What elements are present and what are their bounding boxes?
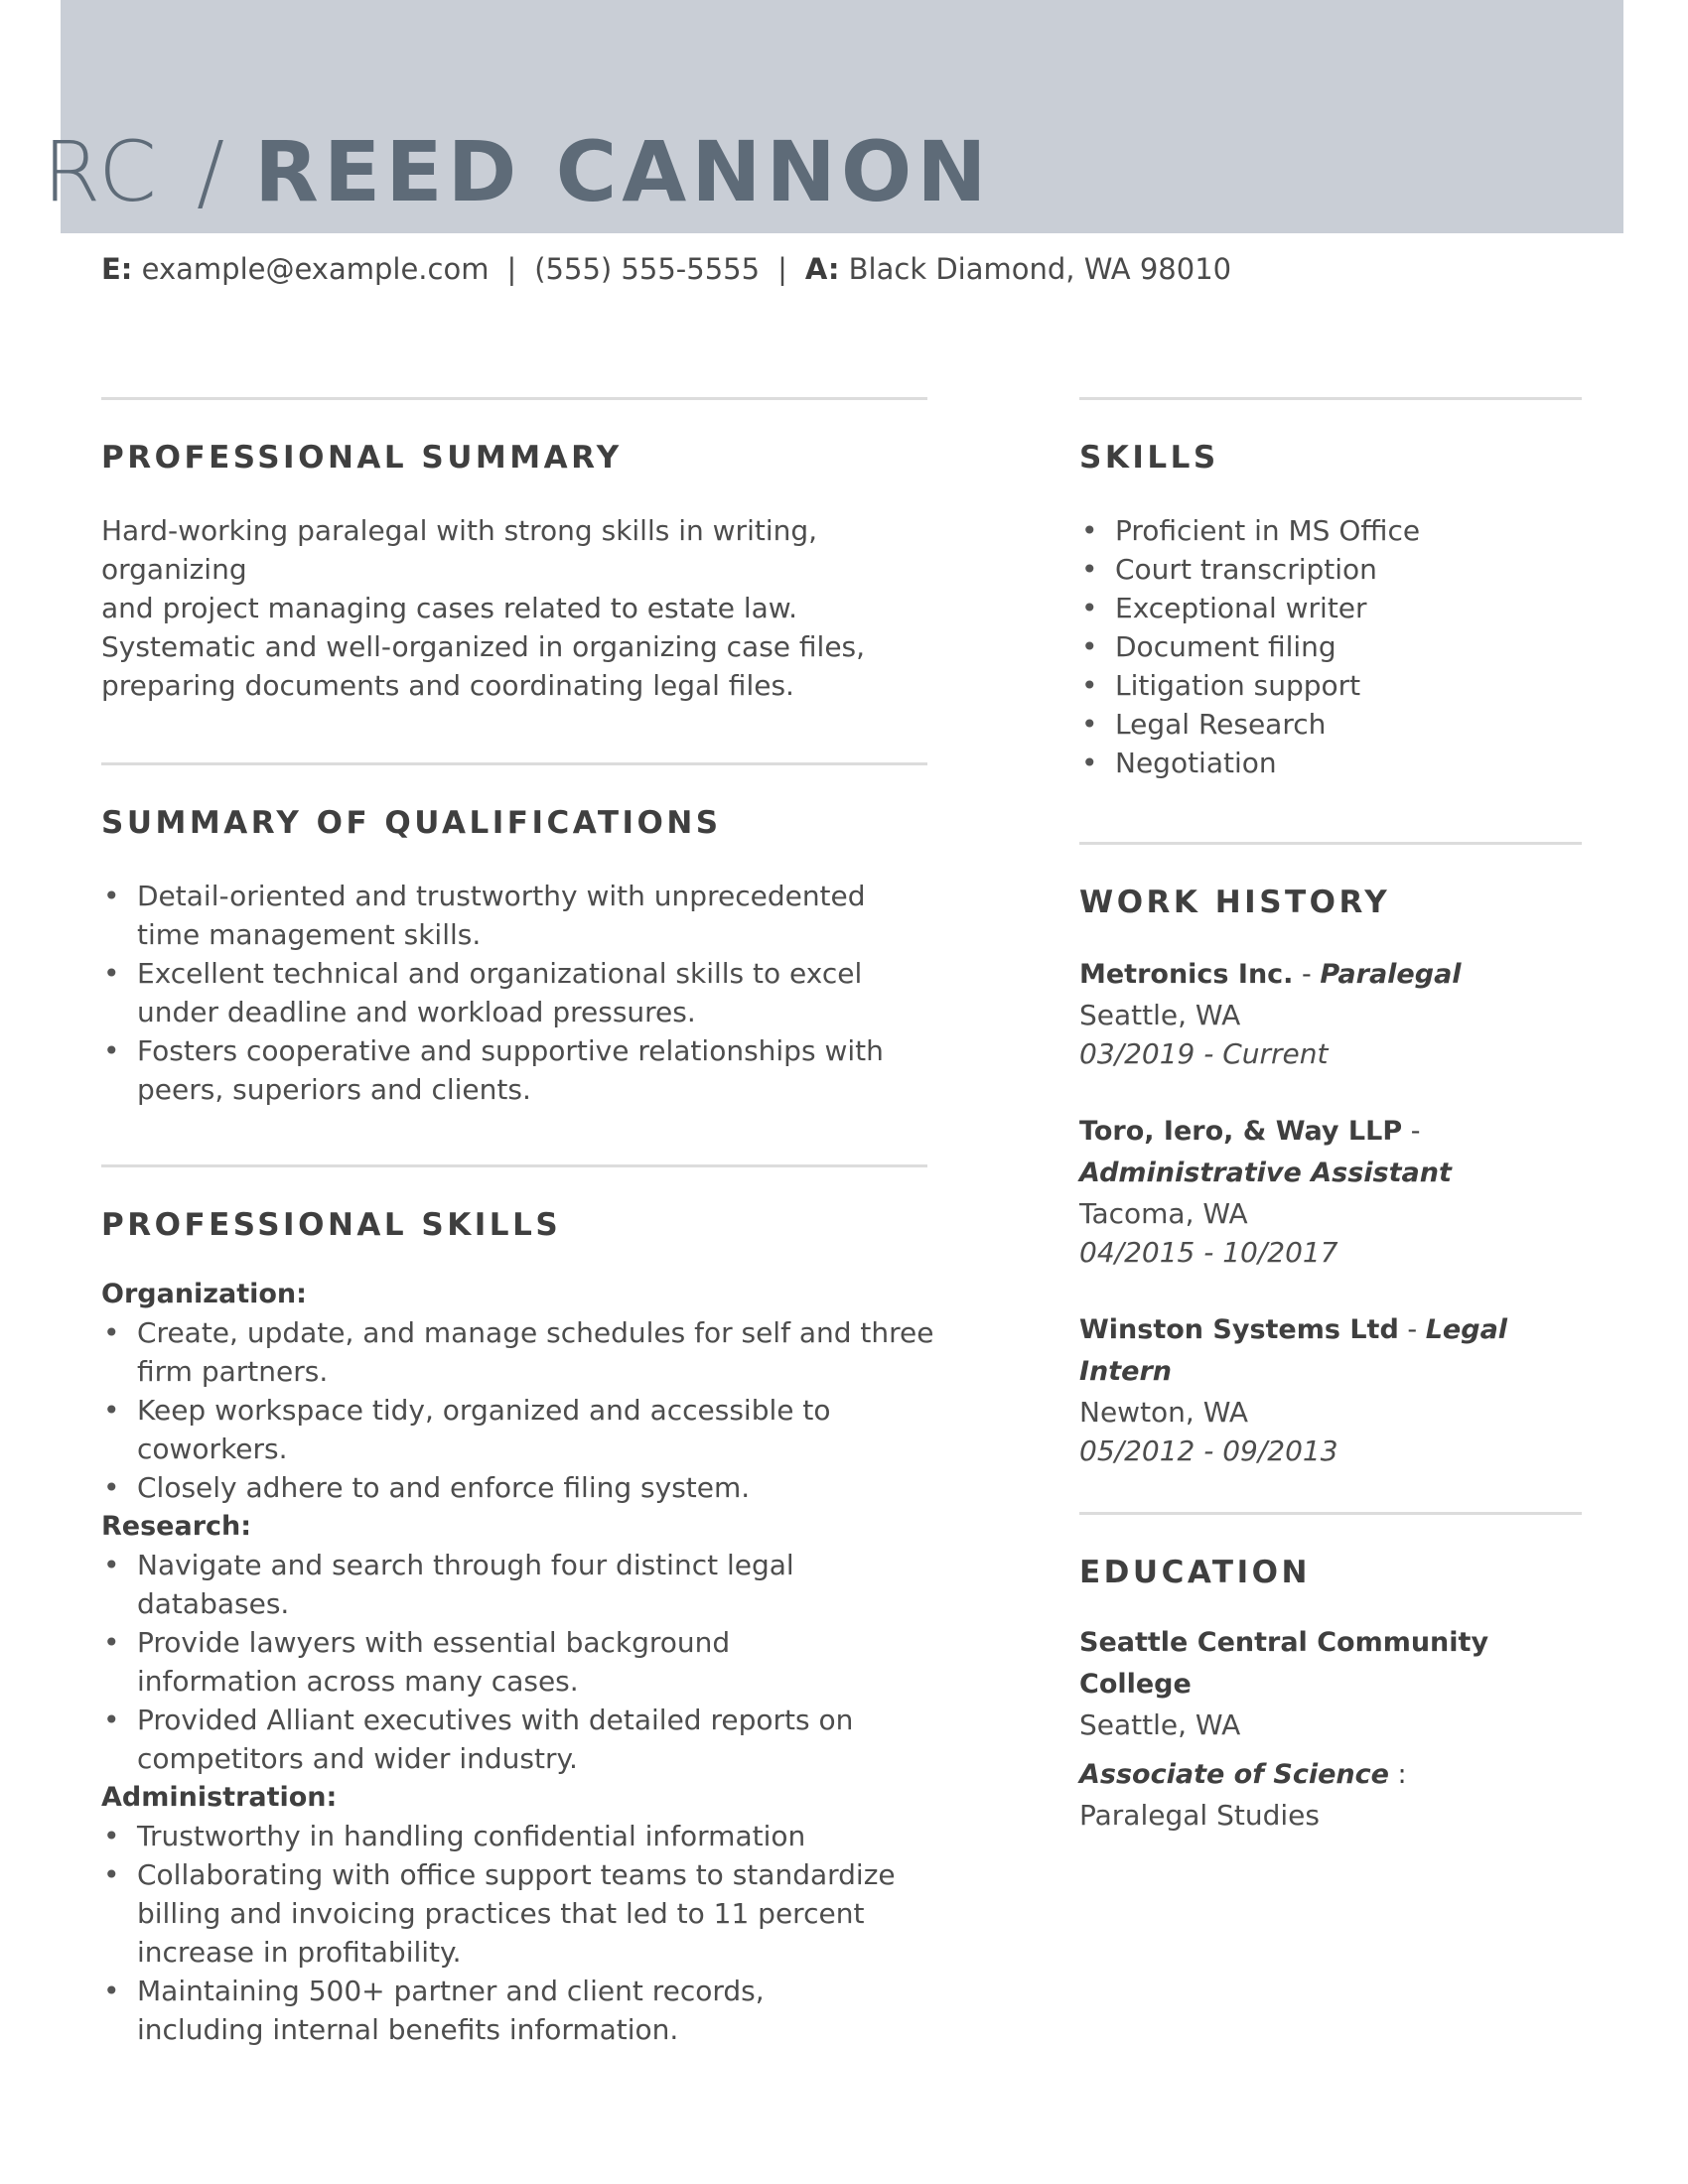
skill-group-heading: Research:	[101, 1511, 252, 1542]
section-title: PROFESSIONAL SKILLS	[101, 1207, 562, 1243]
section-title: EDUCATION	[1079, 1555, 1311, 1590]
job-dash: -	[1293, 959, 1321, 990]
list-item: • Legal Research	[1079, 705, 1582, 744]
section-title: PROFESSIONAL SUMMARY	[101, 440, 623, 476]
list-item: • Excellent technical and organizational skills to excel under deadline and workload pressures.	[101, 954, 896, 1031]
summary-line: and project managing cases related to estate law.	[101, 592, 797, 624]
skill-group-list	[101, 1546, 886, 1778]
contact-divider: |	[777, 252, 787, 286]
degree-separator: :	[1388, 1759, 1407, 1790]
job-dates: 03/2019 - Current	[1079, 1037, 1329, 1070]
job-role: Administrative Assistant	[1079, 1158, 1452, 1188]
contact-divider: |	[506, 252, 517, 286]
degree-name: Associate of Science	[1079, 1759, 1389, 1790]
job-entry	[1079, 1111, 1582, 1272]
job-dates: 04/2015 - 10/2017	[1079, 1236, 1338, 1269]
job-location: Tacoma, WA	[1079, 1197, 1248, 1230]
email-text: example@example.com	[141, 252, 490, 286]
professional-skills-section	[101, 1164, 934, 2049]
professional-summary-section	[101, 397, 927, 705]
school-name-text: Seattle Central Community College	[1079, 1627, 1489, 1700]
school-name	[1079, 1622, 1582, 1706]
list-item: • Provide lawyers with essential background information across many cases.	[101, 1623, 886, 1701]
section-title: WORK HISTORY	[1079, 885, 1391, 920]
list-item: • Collaborating with office support teams to standardize billing and invoicing practices that led to 11 percent increase in profitability.	[101, 1855, 896, 1972]
list-item: • Keep workspace tidy, organized and accessible to coworkers.	[101, 1391, 935, 1468]
job-title-line	[1079, 1309, 1582, 1393]
skill-group-heading: Administration:	[101, 1782, 338, 1813]
page-title	[43, 117, 992, 226]
list-item: • Exceptional writer	[1079, 589, 1582, 627]
job-entry	[1079, 954, 1582, 1073]
list-item: • Document filing	[1079, 627, 1582, 666]
summary-text	[101, 511, 927, 705]
degree-field: Paralegal Studies	[1079, 1799, 1320, 1832]
skills-list	[1079, 511, 1582, 782]
skill-group-heading: Organization:	[101, 1279, 307, 1309]
work-history-section	[1079, 842, 1582, 1470]
contact-line	[101, 248, 1231, 290]
list-item: • Provided Alliant executives with detailed reports on competitors and wider industry.	[101, 1701, 886, 1778]
job-location: Seattle, WA	[1079, 999, 1241, 1031]
summary-line: Systematic and well-organized in organizing case files,	[101, 630, 866, 663]
education-entry	[1079, 1622, 1582, 1835]
address-label: A:	[804, 252, 840, 286]
job-entry	[1079, 1309, 1582, 1470]
name-separator: /	[196, 123, 225, 220]
full-name: REED CANNON	[254, 123, 992, 220]
summary-line: preparing documents and coordinating legal files.	[101, 669, 794, 702]
section-title: SUMMARY OF QUALIFICATIONS	[101, 805, 722, 841]
list-item: • Fosters cooperative and supportive relationships with peers, superiors and clients.	[101, 1031, 896, 1109]
address-text: Black Diamond, WA 98010	[848, 252, 1232, 286]
skills-groups	[101, 1275, 934, 2049]
list-item: • Closely adhere to and enforce filing system.	[101, 1468, 935, 1507]
name-initials: RC	[43, 123, 159, 220]
list-item: • Court transcription	[1079, 550, 1582, 589]
skill-group-list	[101, 1817, 896, 2049]
job-title-line	[1079, 1111, 1582, 1194]
list-item: • Litigation support	[1079, 666, 1582, 705]
list-item: • Create, update, and manage schedules for self and three firm partners.	[101, 1313, 935, 1391]
job-dash: -	[1398, 1314, 1426, 1345]
email-label: E:	[101, 252, 133, 286]
job-company: Metronics Inc.	[1079, 959, 1294, 990]
job-role: Legal Intern	[1079, 1314, 1508, 1387]
right-column	[1079, 397, 1582, 1835]
qualifications-list	[101, 877, 896, 1109]
list-item: • Trustworthy in handling confidential information	[101, 1817, 896, 1855]
left-column	[101, 397, 934, 2049]
job-dash: -	[1402, 1116, 1421, 1147]
job-list	[1079, 954, 1582, 1470]
section-title: SKILLS	[1079, 440, 1219, 476]
job-company: Toro, Iero, & Way LLP	[1079, 1116, 1403, 1147]
school-location: Seattle, WA	[1079, 1708, 1241, 1741]
summary-line: Hard-working paralegal with strong skills in writing, organizing	[101, 514, 818, 586]
skill-group-list	[101, 1313, 935, 1507]
list-item: • Negotiation	[1079, 744, 1582, 782]
education-section	[1079, 1512, 1582, 1835]
list-item: • Navigate and search through four distinct legal databases.	[101, 1546, 886, 1623]
job-location: Newton, WA	[1079, 1396, 1249, 1429]
list-item: • Maintaining 500+ partner and client records, including internal benefits information.	[101, 1972, 896, 2049]
job-dates: 05/2012 - 09/2013	[1079, 1434, 1338, 1467]
degree-line	[1079, 1754, 1582, 1796]
list-item: • Detail-oriented and trustworthy with unprecedented time management skills.	[101, 877, 896, 954]
job-role: Paralegal	[1320, 959, 1462, 990]
list-item: • Proficient in MS Office	[1079, 511, 1582, 550]
qualifications-section	[101, 762, 927, 1109]
phone-text: (555) 555-5555	[534, 252, 761, 286]
job-company: Winston Systems Ltd	[1079, 1314, 1399, 1345]
skills-section	[1079, 397, 1582, 782]
job-title-line	[1079, 954, 1582, 996]
